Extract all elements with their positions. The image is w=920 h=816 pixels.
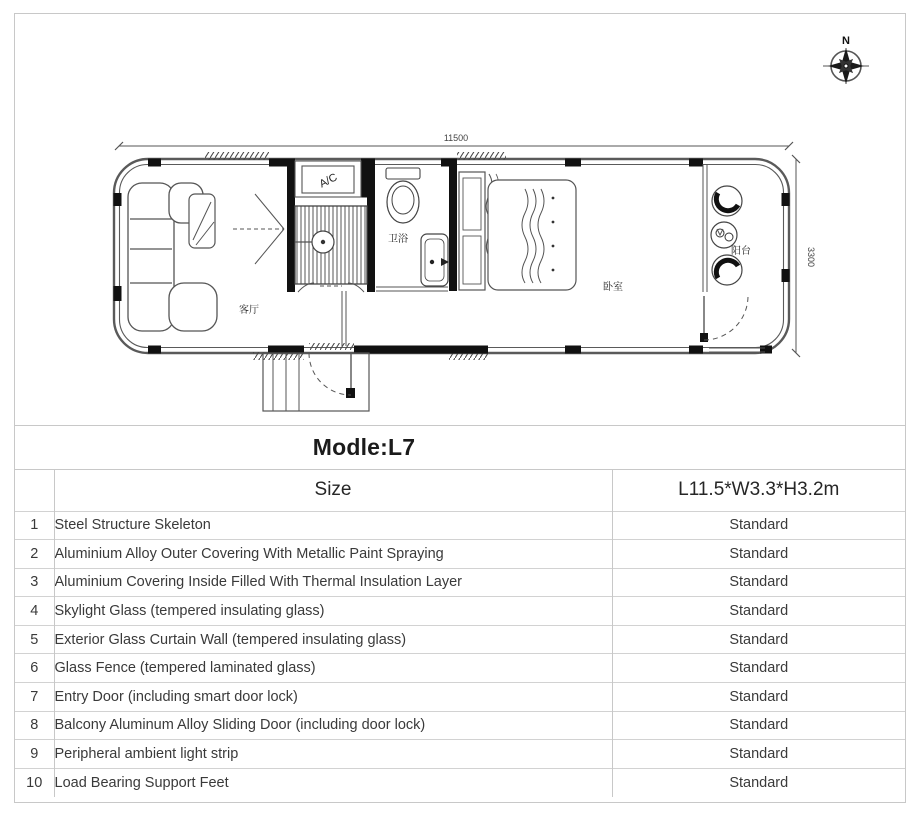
table-row [15, 740, 905, 769]
bedroom-label: 卧室 [603, 282, 623, 293]
row-value: Standard [612, 740, 905, 769]
row-value: Standard [612, 568, 905, 597]
row-number: 9 [15, 740, 54, 769]
table-row [15, 768, 905, 797]
row-item: Aluminium Alloy Outer Covering With Metallic Paint Spraying [54, 540, 612, 569]
floorplan-drawing [15, 14, 905, 425]
header-number-cell [15, 470, 54, 511]
floorplan-section [15, 14, 905, 426]
dimension-length-label: 11500 [443, 133, 469, 143]
shower [295, 206, 367, 292]
row-value: Standard [612, 625, 905, 654]
dimension-length [115, 133, 793, 150]
entry-door [309, 353, 355, 398]
row-value: Standard [612, 511, 905, 540]
table-row [15, 511, 905, 540]
row-value: Standard [612, 768, 905, 797]
row-number: 6 [15, 654, 54, 683]
row-number: 2 [15, 540, 54, 569]
table-row [15, 683, 905, 712]
title-row [15, 426, 905, 470]
row-number: 3 [15, 568, 54, 597]
row-item: Exterior Glass Curtain Wall (tempered insulating glass) [54, 625, 612, 654]
row-item: Peripheral ambient light strip [54, 740, 612, 769]
bathroom-label: 卫浴 [388, 234, 408, 245]
row-value: Standard [612, 711, 905, 740]
ac-closet [295, 161, 361, 197]
table-row [15, 711, 905, 740]
row-number: 1 [15, 511, 54, 540]
row-item: Entry Door (including smart door lock) [54, 683, 612, 712]
row-item: Steel Structure Skeleton [54, 511, 612, 540]
spec-table [15, 470, 905, 797]
row-value: Standard [612, 597, 905, 626]
compass-north-label: N [842, 35, 850, 47]
row-item: Glass Fence (tempered laminated glass) [54, 654, 612, 683]
row-number: 8 [15, 711, 54, 740]
table-row [15, 625, 905, 654]
balcony-label: 阳台 [731, 246, 751, 257]
mirror-table [189, 194, 215, 248]
toilet [386, 168, 420, 223]
col-header-size: Size [54, 470, 612, 511]
balcony-chair-top [712, 186, 742, 216]
dimension-width-label: 3300 [806, 246, 816, 268]
row-item: Load Bearing Support Feet [54, 768, 612, 797]
row-item: Skylight Glass (tempered insulating glass) [54, 597, 612, 626]
sink [421, 234, 449, 286]
table-row [15, 597, 905, 626]
living-room-label: 客厅 [239, 305, 259, 316]
row-value: Standard [612, 540, 905, 569]
balcony-table [711, 222, 737, 248]
table-row [15, 654, 905, 683]
row-item: Aluminium Covering Inside Filled With Thermal Insulation Layer [54, 568, 612, 597]
table-row [15, 568, 905, 597]
model-title: Modle:L7 [312, 434, 416, 460]
row-item: Balcony Aluminum Alloy Sliding Door (including door lock) [54, 711, 612, 740]
row-value: Standard [612, 654, 905, 683]
spec-header-row [15, 470, 905, 511]
balcony-chair-bottom [712, 255, 742, 285]
row-value: Standard [612, 683, 905, 712]
dimension-width [792, 155, 816, 357]
row-number: 4 [15, 597, 54, 626]
entry-deck [263, 353, 369, 411]
ac-label: A/C [317, 171, 340, 191]
row-number: 7 [15, 683, 54, 712]
row-number: 10 [15, 768, 54, 797]
col-header-dimensions: L11.5*W3.3*H3.2m [678, 479, 840, 501]
table-row [15, 540, 905, 569]
compass-icon [823, 35, 869, 84]
bed [488, 180, 576, 290]
wardrobe [459, 172, 485, 290]
product-spec-sheet [14, 13, 906, 803]
row-number: 5 [15, 625, 54, 654]
